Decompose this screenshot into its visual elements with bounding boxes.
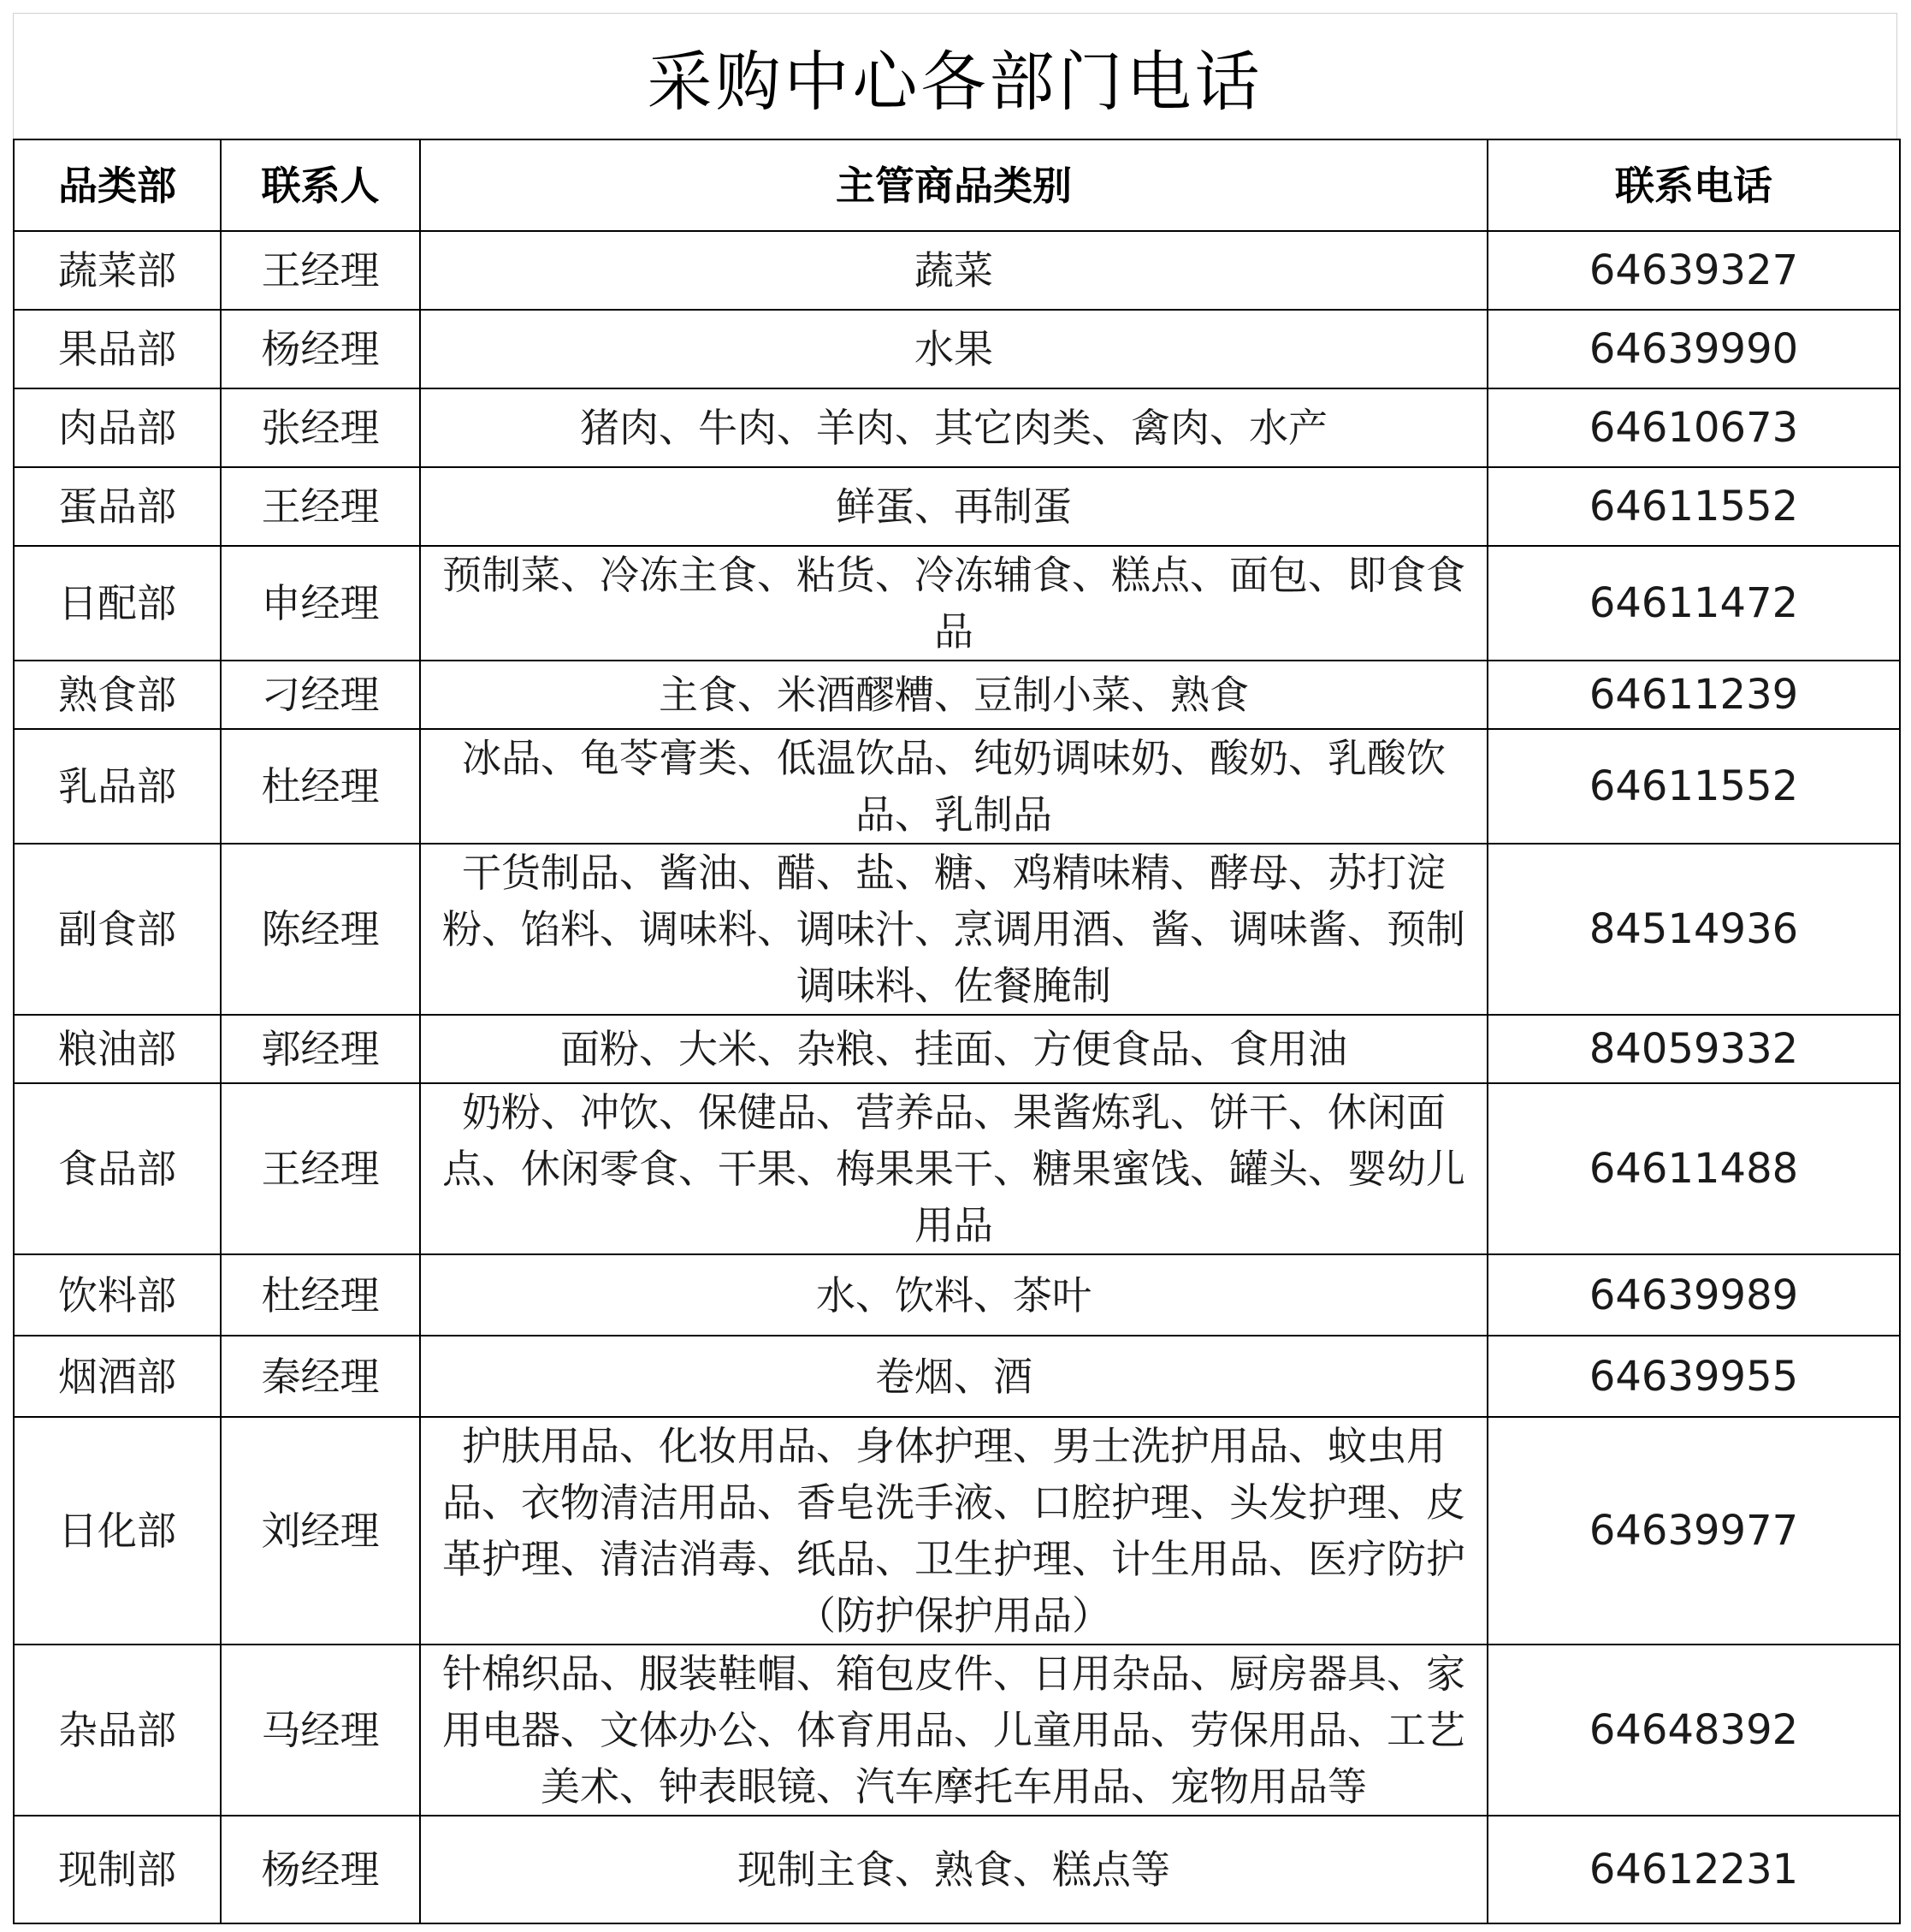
dept-cell: 蔬菜部 [14,231,221,310]
dept-cell: 乳品部 [14,729,221,844]
contact-cell: 张经理 [221,388,420,467]
table-row [14,729,1900,844]
table-row [14,844,1900,1015]
table-row [14,1336,1900,1417]
page-title: 采购中心各部门电话 [647,43,1263,120]
phone-cell: 64639989 [1488,1254,1900,1336]
contact-cell: 马经理 [221,1645,420,1816]
table-row [14,388,1900,467]
dept-cell: 现制部 [14,1816,221,1923]
categories-cell: 卷烟、酒 [420,1336,1488,1417]
contact-cell: 刘经理 [221,1417,420,1645]
header-phone: 联系电话 [1488,139,1900,231]
dept-cell: 熟食部 [14,661,221,729]
contact-cell: 陈经理 [221,844,420,1015]
contact-sheet [13,13,1899,1924]
dept-cell: 果品部 [14,310,221,388]
dept-cell: 粮油部 [14,1015,221,1083]
contact-cell: 王经理 [221,231,420,310]
table-row [14,1816,1900,1923]
categories-cell: 鲜蛋、再制蛋 [420,467,1488,546]
categories-cell: 奶粉、冲饮、保健品、营养品、果酱炼乳、饼干、休闲面点、休闲零食、干果、梅果果干、糖果蜜饯、罐头、婴幼儿用品 [420,1083,1488,1254]
dept-cell: 日化部 [14,1417,221,1645]
table-row [14,546,1900,661]
table-row [14,1083,1900,1254]
categories-cell: 蔬菜 [420,231,1488,310]
dept-cell: 杂品部 [14,1645,221,1816]
categories-cell: 预制菜、冷冻主食、粘货、冷冻辅食、糕点、面包、即食食品 [420,546,1488,661]
table-row [14,1254,1900,1336]
categories-cell: 猪肉、牛肉、羊肉、其它肉类、禽肉、水产 [420,388,1488,467]
table-row [14,1417,1900,1645]
department-table [13,139,1901,1924]
contact-cell: 杜经理 [221,729,420,844]
dept-cell: 副食部 [14,844,221,1015]
categories-cell: 干货制品、酱油、醋、盐、糖、鸡精味精、酵母、苏打淀粉、馅料、调味料、调味汁、烹调用酒、酱、调味酱、预制调味料、佐餐腌制 [420,844,1488,1015]
header-contact: 联系人 [221,139,420,231]
categories-cell: 护肤用品、化妆用品、身体护理、男士洗护用品、蚊虫用品、衣物清洁用品、香皂洗手液、口腔护理、头发护理、皮革护理、清洁消毒、纸品、卫生护理、计生用品、医疗防护（防护保护用品） [420,1417,1488,1645]
categories-cell: 现制主食、熟食、糕点等 [420,1816,1488,1923]
categories-cell: 面粉、大米、杂粮、挂面、方便食品、食用油 [420,1015,1488,1083]
phone-cell: 64639955 [1488,1336,1900,1417]
contact-cell: 秦经理 [221,1336,420,1417]
categories-cell: 水、饮料、茶叶 [420,1254,1488,1336]
phone-cell: 64610673 [1488,388,1900,467]
dept-cell: 肉品部 [14,388,221,467]
table-row [14,661,1900,729]
contact-cell: 王经理 [221,1083,420,1254]
contact-cell: 杜经理 [221,1254,420,1336]
contact-cell: 申经理 [221,546,420,661]
phone-cell: 64611488 [1488,1083,1900,1254]
dept-cell: 蛋品部 [14,467,221,546]
table-row [14,231,1900,310]
table-row [14,310,1900,388]
contact-cell: 郭经理 [221,1015,420,1083]
categories-cell: 主食、米酒醪糟、豆制小菜、熟食 [420,661,1488,729]
phone-cell: 64611552 [1488,729,1900,844]
categories-cell: 冰品、龟苓膏类、低温饮品、纯奶调味奶、酸奶、乳酸饮品、乳制品 [420,729,1488,844]
phone-cell: 64611472 [1488,546,1900,661]
phone-cell: 64612231 [1488,1816,1900,1923]
categories-cell: 水果 [420,310,1488,388]
table-row [14,1015,1900,1083]
dept-cell: 饮料部 [14,1254,221,1336]
table-row [14,467,1900,546]
title-bar [13,13,1897,139]
phone-cell: 64611552 [1488,467,1900,546]
contact-cell: 杨经理 [221,310,420,388]
phone-cell: 64639327 [1488,231,1900,310]
table-row [14,1645,1900,1816]
phone-cell: 84514936 [1488,844,1900,1015]
contact-cell: 杨经理 [221,1816,420,1923]
phone-cell: 84059332 [1488,1015,1900,1083]
categories-cell: 针棉织品、服装鞋帽、箱包皮件、日用杂品、厨房器具、家用电器、文体办公、体育用品、儿童用品、劳保用品、工艺美术、钟表眼镜、汽车摩托车用品、宠物用品等 [420,1645,1488,1816]
phone-cell: 64639977 [1488,1417,1900,1645]
dept-cell: 食品部 [14,1083,221,1254]
contact-cell: 王经理 [221,467,420,546]
contact-cell: 刁经理 [221,661,420,729]
dept-cell: 日配部 [14,546,221,661]
phone-cell: 64648392 [1488,1645,1900,1816]
header-row [14,139,1900,231]
header-dept: 品类部 [14,139,221,231]
header-categories: 主管商品类别 [420,139,1488,231]
dept-cell: 烟酒部 [14,1336,221,1417]
phone-cell: 64611239 [1488,661,1900,729]
phone-cell: 64639990 [1488,310,1900,388]
